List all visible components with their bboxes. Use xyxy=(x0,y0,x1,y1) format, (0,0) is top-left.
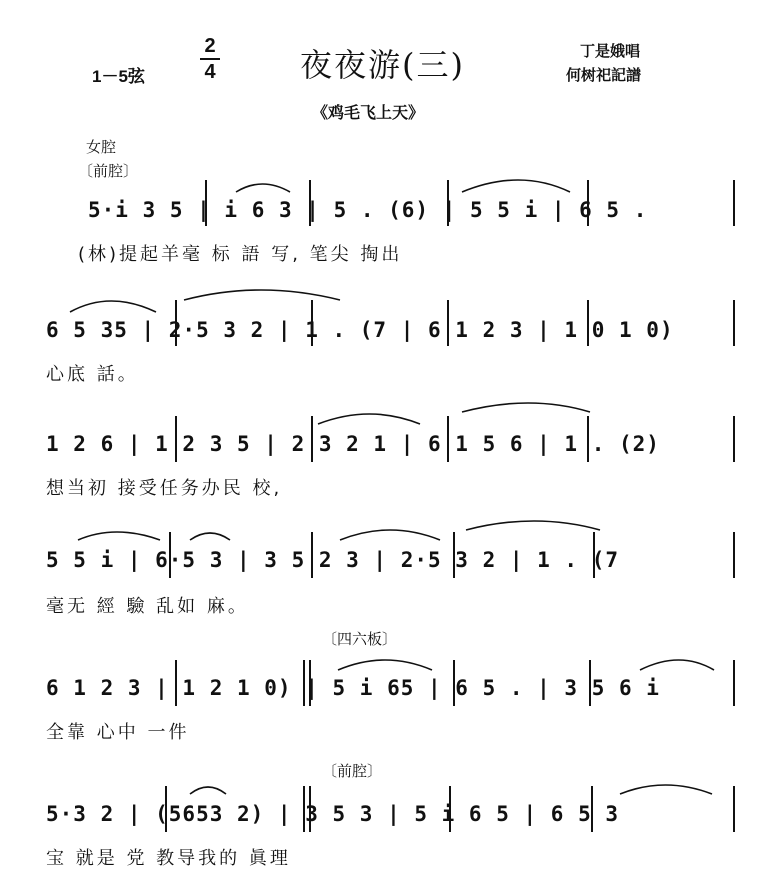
lyrics-line-6: 宝 就是 党 教导我的 眞理 xyxy=(46,848,291,869)
notation-line-6: 5·3 2 | (5653 2) | 3 5 3 | 5 i 6 5 | 6 5 3 xyxy=(46,802,620,826)
slur xyxy=(190,533,230,540)
notator-credit: 何树祀記譜 xyxy=(566,66,642,84)
slur xyxy=(78,532,160,540)
slur xyxy=(462,403,590,412)
lyrics-line-3: 想当初 接受任务办民 校, xyxy=(46,478,283,499)
notation-line-4: 5 5 i | 6·5 3 | 3 5 2 3 | 2·5 3 2 | 1 . (7 xyxy=(46,548,620,572)
slur xyxy=(338,660,432,670)
voice-label: 女腔 xyxy=(86,138,117,156)
section-label-1: 〔前腔〕 xyxy=(78,162,139,180)
time-signature-top: 2 xyxy=(204,35,216,57)
lyrics-line-5: 全靠 心中 一件 xyxy=(46,722,190,743)
notation-line-2: 6 5 35 | 2·5 3 2 | 1 . (7 | 6 1 2 3 | 1 0 1 0) xyxy=(46,318,674,342)
slur xyxy=(640,660,714,670)
slur xyxy=(190,787,226,794)
slur xyxy=(340,530,440,540)
slur xyxy=(184,290,340,300)
song-title: 夜夜游(三) xyxy=(300,46,465,84)
notation-line-1: 5·i 3 5 | i 6 3 | 5 . (6) | 5 5 i | 6 5 . xyxy=(88,198,648,222)
notation-line-3: 1 2 6 | 1 2 3 5 | 2 3 2 1 | 6 1 5 6 | 1 . (2) xyxy=(46,432,660,456)
slur xyxy=(620,785,712,794)
song-subtitle: 《鸡毛飞上天》 xyxy=(312,103,425,122)
slur xyxy=(236,184,290,192)
key-signature: 1－5弦 xyxy=(92,67,145,86)
time-signature-bottom: 4 xyxy=(204,61,216,83)
lyrics-line-4: 毫无 經 驗 乱如 麻。 xyxy=(46,596,249,617)
lyrics-line-2: 心底 話。 xyxy=(46,364,139,385)
notation-line-5: 6 1 2 3 | 1 2 1 0) | 5 i 65 | 6 5 . | 3 5 6 i xyxy=(46,676,660,700)
slur xyxy=(318,414,420,424)
slur xyxy=(466,521,600,530)
section-label-3: 〔前腔〕 xyxy=(322,762,383,780)
slur xyxy=(462,180,570,192)
lyrics-line-1: (林)提起羊毫 标 語 写, 笔尖 掏出 xyxy=(78,244,403,265)
slur xyxy=(70,301,156,312)
singer-credit: 丁是娥唱 xyxy=(580,42,641,60)
section-label-2: 〔四六板〕 xyxy=(322,630,398,648)
